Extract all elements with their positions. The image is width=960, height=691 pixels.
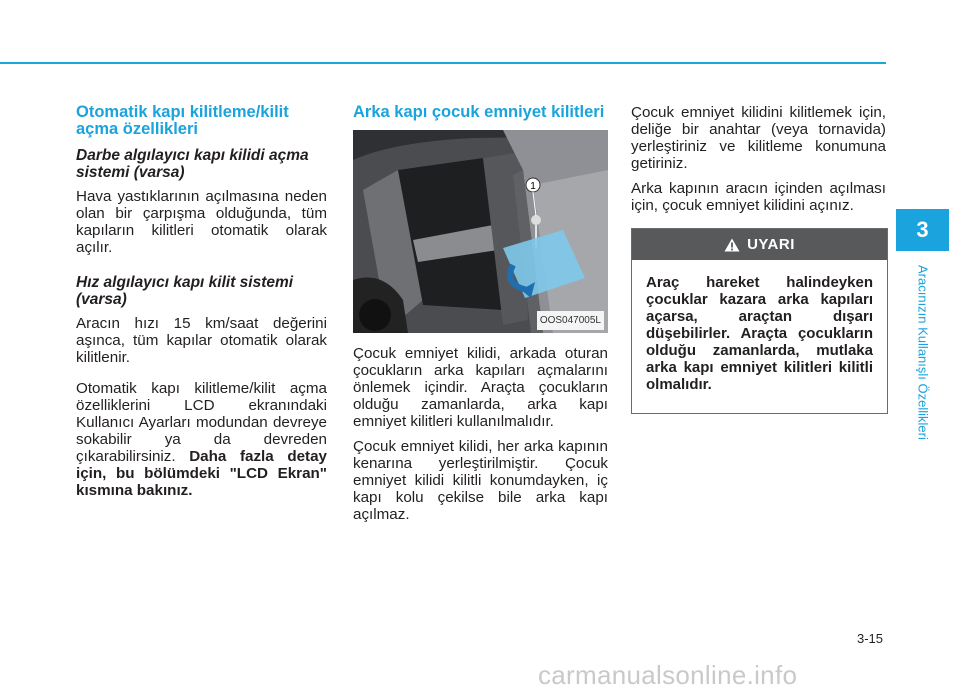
child-lock-figure (353, 130, 608, 333)
section-heading-child-lock: Arka kapı çocuk emniyet kilitleri (353, 103, 605, 121)
column-3 (631, 104, 886, 414)
column-2 (353, 104, 608, 531)
subheading-impact-sensing: Darbe algılayıcı kapı kilidi açma sistemi (varsa) (76, 147, 309, 181)
chapter-number-tab: 3 (896, 209, 949, 251)
warning-triangle-icon (724, 238, 740, 252)
warning-title: UYARI (747, 236, 795, 253)
subheading-speed-sensing: Hız algılayıcı kapı kilit sistemi (varsa) (76, 274, 294, 308)
paragraph-lock-procedure: Çocuk emniyet kilidini kilitlemek için, deliğe bir anahtar (veya tornavida) yerleştiriniz ve kilitleme konumuna getiriniz. (631, 104, 886, 172)
warning-header (632, 229, 887, 260)
chapter-title: Aracınızın Kullanışlı Özellikleri (915, 265, 931, 440)
chapter-title-vertical (910, 265, 936, 445)
paragraph-speed-sensing: Aracın hızı 15 km/saat değerini aşınca, tüm kapılar otomatik olarak kilitlenir. (76, 315, 327, 366)
paragraph-lcd-settings (76, 380, 327, 499)
paragraph-impact-sensing: Hava yastıklarının açılmasına neden olan bir çarpışma olduğunda, tüm kapıların kilitleri otomatik olarak açılır. (76, 188, 327, 256)
paragraph-unlock-procedure: Arka kapının aracın içinden açılması için, çocuk emniyet kilidini açınız. (631, 180, 886, 214)
paragraph-child-lock-purpose: Çocuk emniyet kilidi, arkada oturan çocukların arka kapıları açmalarını önlemek içindir. Araçta çocukların olduğu zamanlarda, arka kapı emniyet kilitleri kullanılmalıdır. (353, 345, 608, 430)
section-heading-auto-lock: Otomatik kapı kilitleme/kilit açma özellikleri (76, 103, 289, 138)
warning-box (631, 228, 888, 414)
page-number: 3-15 (857, 631, 884, 646)
column-1 (76, 104, 327, 507)
figure-code: OOS047005L (537, 311, 604, 330)
lcd-settings-reference: Daha fazla detay için, bu bölümdeki "LCD Ekran" kısmına bakınız. (76, 448, 327, 499)
rear-door-illustration (353, 130, 608, 333)
paragraph-child-lock-location: Çocuk emniyet kilidi, her arka kapının kenarına yerleştirilmiştir. Çocuk emniyet kilidi kilitli konumdayken, iç kapı kolu çekilse bile arka kapı açılmaz. (353, 438, 608, 523)
watermark: carmanualsonline.info (538, 660, 798, 690)
warning-body: Araç hareket halindeyken çocuklar kazara arka kapıları açarsa, araçtan dışarı düşebilirler. Araçta çocukların olduğu zamanlarda, mutlaka arka kapı emniyet kilitleri kilitli olmalıdır. (646, 274, 873, 393)
header-rule (0, 62, 886, 64)
lcd-settings-text: Otomatik kapı kilitleme/kilit açma özelliklerini LCD ekranındaki Kullanıcı Ayarları modundan devreye sokabilir ya da devreden çıkarabilirsiniz. (76, 380, 327, 465)
callout-number: 1 (530, 181, 536, 192)
